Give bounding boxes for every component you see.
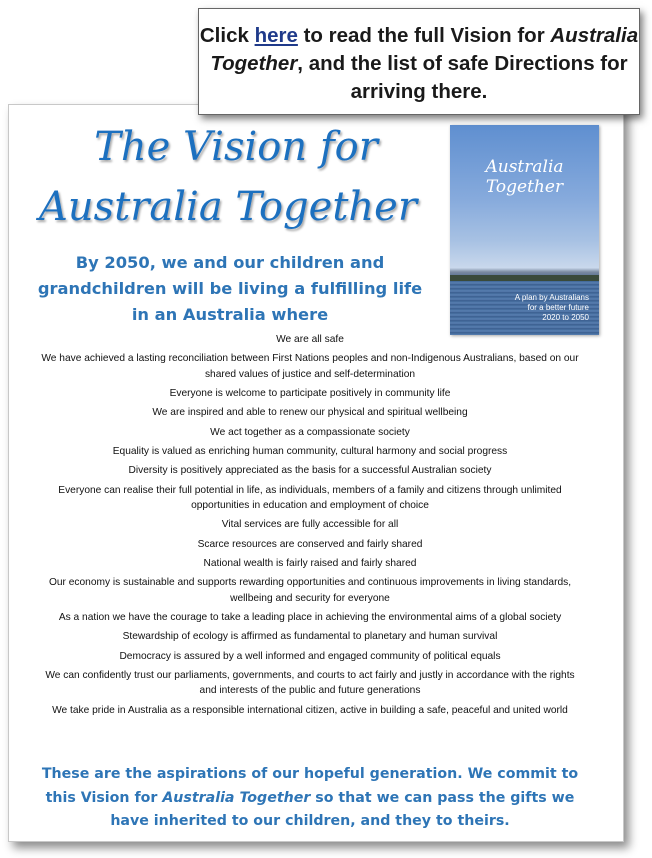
vision-item: We are inspired and able to renew our physical and spiritual wellbeing — [152, 407, 468, 419]
vision-item: Vital services are fully accessible for all — [221, 519, 399, 531]
vision-subheading: By 2050, we and our children and grandchildren will be living a fulfilling life in an Australia where — [37, 253, 423, 324]
vision-item: We can confidently trust our parliaments, governments, and courts to act fairly and justly in accordance with the rights and interests of the public and future generations — [45, 669, 575, 697]
callout-suffix: , and the list of safe Directions for arriving there. — [297, 52, 628, 103]
vision-item: Our economy is sustainable and supports rewarding opportunities and continuous improvements in living standards, wellbeing and security for everyone — [48, 577, 572, 604]
read-more-callout — [198, 8, 640, 115]
closing-italic: Australia Together — [162, 789, 311, 806]
book-cover-title — [450, 157, 599, 197]
here-link[interactable]: here — [254, 24, 298, 47]
book-cover-subtitle — [515, 293, 589, 323]
vision-item: We take pride in Australia as a responsible international citizen, active in building a safe, peaceful and united world — [52, 704, 568, 716]
vision-item: Democracy is assured by a well informed and engaged community of political equals — [119, 650, 501, 662]
vision-item: National wealth is fairly raised and fairly shared — [203, 557, 417, 569]
vision-item: As a nation we have the courage to take a leading place in achieving the environmental aims of a global society — [58, 612, 562, 624]
closing-part-2: so that we can pass the gifts we have inherited to our children, and they to theirs. — [110, 789, 575, 829]
callout-prefix: Click — [199, 24, 255, 47]
callout-mid: to read the full Vision for — [297, 24, 551, 47]
vision-item-list — [40, 332, 580, 722]
poster-title — [36, 110, 436, 234]
vision-item: Diversity is positively appreciated as the basis for a successful Australian society — [128, 465, 492, 477]
closing-statement — [30, 763, 590, 834]
callout-italic: Australia Together — [210, 24, 639, 75]
vision-item: Everyone is welcome to participate positively in community life — [169, 388, 451, 400]
vision-item: We have achieved a lasting reconciliation between First Nations peoples and non-Indigenous Australians, based on our shared values of justice and self-determination — [41, 353, 579, 380]
vision-item: Everyone can realise their full potential in life, as individuals, members of a family and citizens through unlimited opportunities in education and employment of choice — [58, 484, 562, 512]
vision-item: Scarce resources are conserved and fairly shared — [197, 538, 423, 550]
title-line-1: The Vision for — [94, 124, 378, 170]
book-cover-subtitle-line-1: A plan by Australians — [514, 293, 589, 302]
vision-item: Equality is valued as enriching human community, cultural harmony and social progress — [112, 445, 508, 457]
book-cover-subtitle-line-3: 2020 to 2050 — [542, 313, 589, 322]
vision-item: Stewardship of ecology is affirmed as fundamental to planetary and human survival — [122, 631, 498, 643]
book-cover-subtitle-line-2: for a better future — [527, 303, 589, 312]
book-cover-title-line-1: Australia — [485, 157, 564, 177]
vision-item: We are all safe — [276, 334, 344, 345]
vision-item: We act together as a compassionate society — [210, 426, 410, 438]
title-line-2: Australia Together — [39, 184, 417, 230]
closing-part-1: These are the aspirations of our hopeful generation. We commit to this Vision for — [41, 766, 579, 806]
book-cover-image — [450, 125, 599, 335]
book-cover-title-line-2: Together — [485, 177, 564, 197]
